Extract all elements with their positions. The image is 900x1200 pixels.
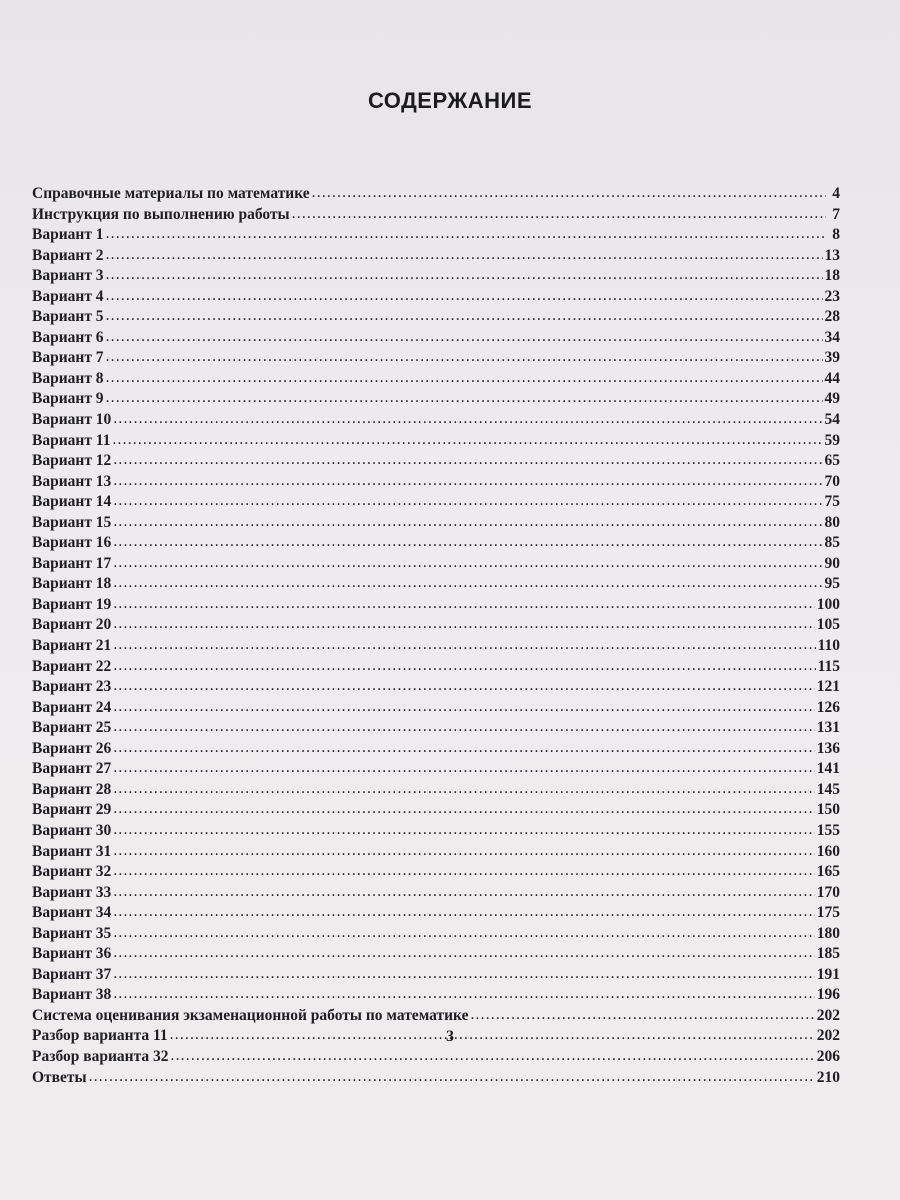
toc-entry[interactable]	[32, 554, 840, 575]
toc-entry-label: Вариант 12	[32, 452, 112, 470]
toc-entry-page: 191	[816, 965, 840, 983]
toc-entry-label: Вариант 17	[32, 554, 112, 572]
toc-leader-dots	[112, 430, 822, 451]
toc-entry-label: Вариант 34	[32, 904, 112, 922]
toc-entry[interactable]	[32, 883, 840, 904]
toc-entry-page: 141	[816, 760, 840, 778]
toc-leader-dots	[113, 923, 814, 944]
toc-leader-dots	[113, 635, 815, 656]
toc-entry-label: Вариант 22	[32, 657, 112, 675]
toc-entry[interactable]	[32, 472, 840, 493]
toc-entry-page: 180	[816, 924, 840, 942]
toc-entry-page: 131	[816, 719, 840, 737]
toc-entry-page: 28	[824, 308, 840, 326]
toc-entry-label: Вариант 24	[32, 698, 112, 716]
toc-entry[interactable]	[32, 636, 840, 657]
toc-entry-page: 18	[824, 267, 840, 285]
toc-leader-dots	[113, 676, 814, 697]
toc-entry-label: Вариант 30	[32, 821, 112, 839]
toc-entry-page: 80	[824, 513, 840, 531]
toc-entry[interactable]	[32, 677, 840, 698]
toc-leader-dots	[113, 738, 814, 759]
toc-entry-page: 121	[816, 678, 840, 696]
toc-entry-page: 110	[817, 637, 840, 655]
toc-entry-page: 59	[824, 431, 840, 449]
toc-entry-label: Вариант 25	[32, 719, 112, 737]
toc-leader-dots	[113, 984, 814, 1005]
toc-entry-label: Вариант 14	[32, 493, 112, 511]
toc-entry-label: Вариант 5	[32, 308, 104, 326]
toc-entry[interactable]	[32, 821, 840, 842]
toc-entry[interactable]	[32, 759, 840, 780]
toc-entry-label: Вариант 11	[32, 431, 111, 449]
toc-entry[interactable]	[32, 862, 840, 883]
toc-entry-label: Вариант 36	[32, 945, 112, 963]
toc-entry-page: 75	[824, 493, 840, 511]
toc-entry[interactable]	[32, 924, 840, 945]
toc-leader-dots	[106, 388, 823, 409]
toc-leader-dots	[113, 450, 822, 471]
toc-entry-label: Вариант 26	[32, 739, 112, 757]
toc-entry-page: 150	[816, 801, 840, 819]
toc-entry[interactable]	[32, 842, 840, 863]
toc-entry[interactable]	[32, 739, 840, 760]
toc-entry-page: 145	[816, 780, 840, 798]
toc-entry-page: 196	[816, 986, 840, 1004]
toc-entry[interactable]	[32, 431, 840, 452]
toc-entry-label: Разбор варианта 11	[32, 1027, 168, 1045]
toc-entry[interactable]	[32, 944, 840, 965]
page-title: СОДЕРЖАНИЕ	[367, 88, 533, 113]
toc-entry[interactable]	[32, 800, 840, 821]
toc-leader-dots	[171, 1046, 815, 1067]
toc-entry[interactable]	[32, 657, 840, 678]
toc-entry-label: Вариант 20	[32, 616, 112, 634]
toc-entry-page: 136	[816, 739, 840, 757]
toc-entry[interactable]	[32, 574, 840, 595]
toc-entry-label: Вариант 32	[32, 863, 112, 881]
toc-entry-page: 70	[824, 472, 840, 490]
toc-entry-page: 210	[816, 1068, 840, 1086]
toc-leader-dots	[113, 964, 814, 985]
toc-entry-label: Вариант 3	[32, 267, 104, 285]
toc-leader-dots	[113, 861, 814, 882]
toc-entry-label: Инструкция по выполнению работы	[32, 205, 290, 223]
toc-entry-label: Ответы	[32, 1068, 87, 1086]
table-of-contents	[32, 184, 840, 1088]
toc-entry-label: Вариант 9	[32, 390, 104, 408]
toc-leader-dots	[312, 183, 826, 204]
toc-leader-dots	[113, 471, 822, 492]
toc-entry-page: 7	[832, 205, 840, 223]
toc-entry-label: Вариант 37	[32, 965, 112, 983]
toc-entry[interactable]	[32, 1006, 840, 1027]
toc-entry-page: 39	[824, 349, 840, 367]
toc-entry-page: 49	[824, 390, 840, 408]
toc-leader-dots	[113, 717, 814, 738]
toc-entry-label: Вариант 27	[32, 760, 112, 778]
toc-entry-label: Вариант 19	[32, 595, 112, 613]
toc-entry-label: Система оценивания экзаменационной работы по математике	[32, 1006, 469, 1024]
toc-entry-label: Вариант 38	[32, 986, 112, 1004]
toc-leader-dots	[113, 697, 814, 718]
toc-entry-page: 175	[816, 904, 840, 922]
toc-entry-label: Вариант 18	[32, 575, 112, 593]
toc-entry[interactable]	[32, 205, 840, 226]
toc-entry-label: Вариант 21	[32, 637, 112, 655]
toc-entry[interactable]	[32, 698, 840, 719]
toc-leader-dots	[113, 882, 814, 903]
toc-entry[interactable]	[32, 1047, 840, 1068]
toc-leader-dots	[113, 779, 814, 800]
toc-entry-page: 13	[824, 246, 840, 264]
toc-leader-dots	[106, 245, 823, 266]
toc-entry[interactable]	[32, 225, 840, 246]
toc-leader-dots	[113, 758, 814, 779]
toc-entry-page: 126	[816, 698, 840, 716]
toc-entry-label: Вариант 15	[32, 513, 112, 531]
toc-entry[interactable]	[32, 369, 840, 390]
toc-entry-page: 85	[824, 534, 840, 552]
toc-entry[interactable]	[32, 246, 840, 267]
toc-entry-page: 165	[816, 863, 840, 881]
toc-leader-dots	[106, 224, 826, 245]
toc-leader-dots	[113, 656, 815, 677]
toc-entry-page: 115	[817, 657, 840, 675]
toc-entry[interactable]	[32, 492, 840, 513]
toc-entry-label: Справочные материалы по математике	[32, 185, 310, 202]
toc-leader-dots	[113, 409, 822, 430]
toc-entry-page: 44	[824, 369, 840, 387]
toc-leader-dots	[113, 799, 814, 820]
toc-entry[interactable]	[32, 780, 840, 801]
toc-entry[interactable]	[32, 533, 840, 554]
toc-entry-page: 4	[832, 185, 840, 202]
toc-entry-page: 160	[816, 842, 840, 860]
toc-entry-page: 65	[824, 452, 840, 470]
toc-entry-label: Вариант 1	[32, 226, 104, 244]
toc-entry-page: 170	[816, 883, 840, 901]
toc-entry[interactable]	[32, 266, 840, 287]
toc-entry[interactable]	[32, 307, 840, 328]
toc-entry-label: Вариант 28	[32, 780, 112, 798]
toc-entry-label: Вариант 13	[32, 472, 112, 490]
toc-entry-label: Вариант 10	[32, 411, 112, 429]
page-number: 3	[446, 1028, 454, 1045]
toc-entry[interactable]	[32, 287, 840, 308]
toc-leader-dots	[113, 491, 822, 512]
toc-entry-label: Вариант 23	[32, 678, 112, 696]
toc-entry-label: Вариант 16	[32, 534, 112, 552]
toc-entry-page: 54	[824, 411, 840, 429]
toc-leader-dots	[113, 573, 822, 594]
toc-entry[interactable]	[32, 1068, 840, 1089]
toc-leader-dots	[106, 327, 823, 348]
toc-entry-label: Вариант 2	[32, 246, 104, 264]
toc-entry-page: 95	[824, 575, 840, 593]
toc-entry-label: Разбор варианта 32	[32, 1047, 169, 1065]
toc-entry[interactable]	[32, 389, 840, 410]
toc-entry-page: 23	[824, 287, 840, 305]
toc-entry-page: 8	[832, 226, 840, 244]
toc-leader-dots	[106, 306, 823, 327]
toc-entry-page: 100	[816, 595, 840, 613]
toc-leader-dots	[106, 368, 823, 389]
toc-entry-label: Вариант 8	[32, 369, 104, 387]
toc-leader-dots	[113, 943, 814, 964]
toc-entry[interactable]	[32, 595, 840, 616]
toc-leader-dots	[113, 553, 822, 574]
toc-leader-dots	[113, 820, 814, 841]
toc-entry[interactable]	[32, 615, 840, 636]
toc-entry-label: Вариант 33	[32, 883, 112, 901]
toc-leader-dots	[113, 512, 822, 533]
toc-entry-label: Вариант 29	[32, 801, 112, 819]
toc-leader-dots	[106, 347, 823, 368]
toc-leader-dots	[89, 1067, 815, 1088]
toc-entry-page: 105	[816, 616, 840, 634]
toc-entry-page: 206	[816, 1047, 840, 1065]
toc-entry-label: Вариант 35	[32, 924, 112, 942]
toc-entry-page: 155	[816, 821, 840, 839]
toc-leader-dots	[106, 265, 823, 286]
toc-entry[interactable]	[32, 965, 840, 986]
toc-entry-page: 34	[824, 328, 840, 346]
toc-entry-page: 202	[816, 1027, 840, 1045]
toc-leader-dots	[292, 204, 826, 225]
toc-entry-label: Вариант 6	[32, 328, 104, 346]
toc-leader-dots	[113, 594, 814, 615]
toc-entry-label: Вариант 7	[32, 349, 104, 367]
toc-entry[interactable]	[32, 184, 840, 205]
toc-entry-page: 202	[816, 1006, 840, 1024]
toc-entry[interactable]	[32, 903, 840, 924]
toc-entry[interactable]	[32, 410, 840, 431]
toc-entry-label: Вариант 31	[32, 842, 112, 860]
toc-entry[interactable]	[32, 348, 840, 369]
toc-leader-dots	[470, 1005, 814, 1026]
toc-leader-dots	[106, 286, 823, 307]
toc-entry[interactable]	[32, 328, 840, 349]
toc-entry-label: Вариант 4	[32, 287, 104, 305]
toc-entry-page: 185	[816, 945, 840, 963]
toc-entry[interactable]	[32, 451, 840, 472]
toc-entry[interactable]	[32, 513, 840, 534]
toc-entry[interactable]	[32, 985, 840, 1006]
toc-leader-dots	[113, 902, 814, 923]
toc-leader-dots	[113, 841, 814, 862]
toc-entry[interactable]	[32, 718, 840, 739]
toc-leader-dots	[113, 532, 822, 553]
toc-entry-page: 90	[824, 554, 840, 572]
toc-leader-dots	[113, 614, 814, 635]
